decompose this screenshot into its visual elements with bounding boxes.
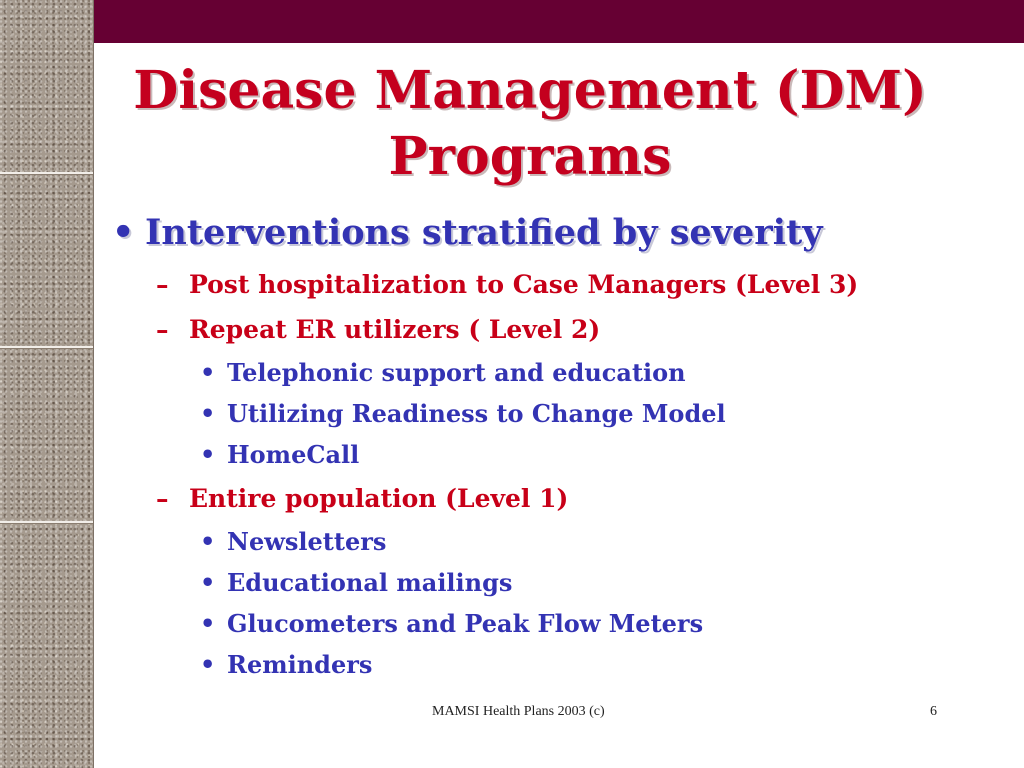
bullet-marker: • — [200, 568, 216, 597]
bullet-level-3 — [200, 440, 359, 469]
top-banner — [94, 0, 1024, 43]
bullet-text: Reminders — [227, 650, 373, 679]
bullet-marker: • — [200, 399, 216, 428]
bullet-level-1 — [112, 212, 823, 253]
title-line-1: Disease Management (DM) — [133, 60, 927, 121]
bullet-marker: • — [200, 440, 216, 469]
granite-sidebar — [0, 0, 94, 768]
bullet-level-3 — [200, 650, 372, 679]
dash-marker: – — [156, 484, 169, 513]
bullet-level-2 — [156, 270, 858, 299]
bullet-level-3 — [200, 609, 703, 638]
bullet-text: Telephonic support and education — [227, 358, 686, 387]
bullet-marker: • — [200, 609, 216, 638]
bullet-text: Repeat ER utilizers ( Level 2) — [189, 315, 601, 344]
bullet-level-3 — [200, 399, 726, 428]
bullet-level-3 — [200, 358, 686, 387]
bullet-marker: • — [200, 650, 216, 679]
bullet-text: Post hospitalization to Case Managers (Level 3) — [189, 270, 859, 299]
bullet-text: Entire population (Level 1) — [189, 484, 569, 513]
bullet-level-2 — [156, 484, 568, 513]
bullet-marker: • — [200, 527, 216, 556]
sidebar-divider — [0, 521, 93, 524]
bullet-marker: • — [200, 358, 216, 387]
slide-title — [110, 58, 950, 190]
bullet-marker: • — [112, 212, 135, 253]
bullet-text: Utilizing Readiness to Change Model — [227, 399, 726, 428]
dash-marker: – — [156, 315, 169, 344]
dash-marker: – — [156, 270, 169, 299]
title-line-2: Programs — [388, 126, 672, 187]
sidebar-divider — [0, 346, 93, 349]
page-number: 6 — [930, 704, 937, 719]
sidebar-divider — [0, 172, 93, 175]
bullet-text: HomeCall — [227, 440, 360, 469]
bullet-text: Interventions stratified by severity — [145, 212, 823, 253]
bullet-level-3 — [200, 568, 512, 597]
bullet-text: Glucometers and Peak Flow Meters — [227, 609, 704, 638]
bullet-level-2 — [156, 315, 600, 344]
footer-text: MAMSI Health Plans 2003 (c) — [432, 704, 605, 719]
bullet-level-3 — [200, 527, 386, 556]
bullet-text: Newsletters — [227, 527, 387, 556]
bullet-text: Educational mailings — [227, 568, 513, 597]
